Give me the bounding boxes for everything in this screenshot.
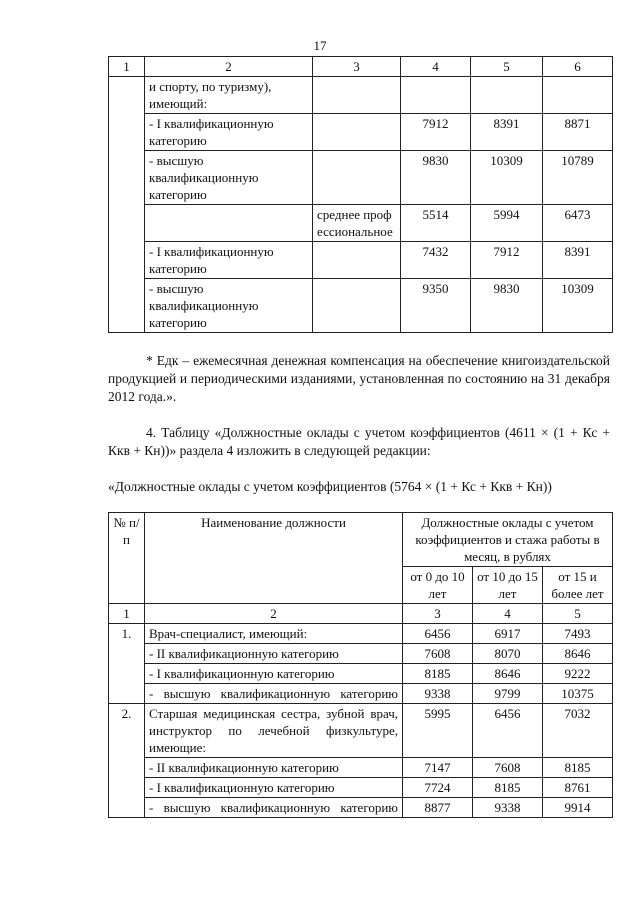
salary-cell: 6917 [473, 624, 543, 644]
column-index: 2 [145, 57, 313, 77]
salary-cell: 9350 [401, 279, 471, 333]
column-index: 6 [543, 57, 613, 77]
salary-cell: 8646 [473, 664, 543, 684]
salary-cell: 5994 [471, 205, 543, 242]
salary-cell: 9222 [543, 664, 613, 684]
salary-cell: 8185 [473, 778, 543, 798]
table-row [109, 664, 613, 684]
table-index-row [109, 604, 613, 624]
salary-cell: 6456 [473, 704, 543, 758]
salary-cell: 7432 [401, 242, 471, 279]
column-index: 5 [471, 57, 543, 77]
table-row [109, 624, 613, 644]
salary-cell: 10375 [543, 684, 613, 704]
position-name [145, 205, 313, 242]
table-header-row [109, 57, 613, 77]
education-cell [313, 114, 401, 151]
salary-cell: 8646 [543, 644, 613, 664]
salary-cell: 9830 [471, 279, 543, 333]
row-number: 1. [109, 624, 145, 704]
salary-cell: 7032 [543, 704, 613, 758]
salary-cell: 6473 [543, 205, 613, 242]
table-row [109, 644, 613, 664]
salary-cell: 9799 [473, 684, 543, 704]
salary-cell: 8391 [543, 242, 613, 279]
table-row [109, 798, 613, 818]
salary-cell: 7493 [543, 624, 613, 644]
column-header-num: № п/п [109, 513, 145, 604]
position-name: - I квалификационную категорию [145, 242, 313, 279]
table-row [109, 205, 613, 242]
merged-num-cell [109, 77, 145, 333]
column-index: 4 [473, 604, 543, 624]
table-row [109, 684, 613, 704]
salary-cell: 8761 [543, 778, 613, 798]
education-cell: среднее профессиональное [313, 205, 401, 242]
table-header-row [109, 513, 613, 567]
position-name: Старшая медицинская сестра, зубной врач, инструктор по лечебной физкультуре, имеющие: [145, 704, 403, 758]
column-header-experience: от 10 до 15 лет [473, 567, 543, 604]
salary-cell: 5514 [401, 205, 471, 242]
table-row [109, 778, 613, 798]
column-header-group: Должностные оклады с учетом коэффициентов и стажа работы в месяц, в рублях [403, 513, 613, 567]
salary-cell [471, 77, 543, 114]
position-name: - II квалификационную категорию [145, 644, 403, 664]
salary-table [108, 512, 613, 818]
position-name: и спорту, по туризму), имеющий: [145, 77, 313, 114]
salary-cell [543, 77, 613, 114]
position-name: - высшую квалификационную категорию [145, 684, 403, 704]
salary-cell: 10309 [471, 151, 543, 205]
column-index: 1 [109, 604, 145, 624]
table-row [109, 758, 613, 778]
salary-cell: 8185 [543, 758, 613, 778]
education-cell [313, 279, 401, 333]
salary-cell: 8391 [471, 114, 543, 151]
column-index: 2 [145, 604, 403, 624]
position-name: - II квалификационную категорию [145, 758, 403, 778]
salary-cell: 7912 [401, 114, 471, 151]
column-header-experience: от 0 до 10 лет [403, 567, 473, 604]
education-cell [313, 151, 401, 205]
salary-cell: 7608 [473, 758, 543, 778]
column-index: 4 [401, 57, 471, 77]
salary-cell: 7724 [403, 778, 473, 798]
salary-cell: 8877 [403, 798, 473, 818]
salary-cell: 6456 [403, 624, 473, 644]
table2-title: «Должностные оклады с учетом коэффициентов (5764 × (1 + Кс + Ккв + Кн)) [108, 479, 552, 494]
column-header-name: Наименование должности [145, 513, 403, 604]
salary-cell: 5995 [403, 704, 473, 758]
position-name: - I квалификационную категорию [145, 778, 403, 798]
salary-cell: 9338 [403, 684, 473, 704]
position-name: - высшую квалификационную категорию [145, 798, 403, 818]
column-header-experience: от 15 и более лет [543, 567, 613, 604]
salary-cell [401, 77, 471, 114]
table-row [109, 151, 613, 205]
salary-cell: 10789 [543, 151, 613, 205]
table-row [109, 114, 613, 151]
footnote: * Едк – ежемесячная денежная компенсация на обеспечение книгоиздательской продукцией и периодическими изданиями, установленная по состоянию на 31 декабря 2012 года.». [108, 353, 610, 404]
salary-cell: 8070 [473, 644, 543, 664]
column-index: 3 [403, 604, 473, 624]
salary-cell: 9830 [401, 151, 471, 205]
table-row [109, 242, 613, 279]
position-name: - I квалификационную категорию [145, 114, 313, 151]
salary-cell: 9338 [473, 798, 543, 818]
position-name: - высшую квалификационную категорию [145, 151, 313, 205]
education-cell [313, 77, 401, 114]
table-row [109, 704, 613, 758]
page-number: 17 [313, 38, 327, 53]
salary-cell: 7147 [403, 758, 473, 778]
column-index: 1 [109, 57, 145, 77]
salary-table-continued [108, 56, 613, 333]
amendment-item-4: 4. Таблицу «Должностные оклады с учетом коэффициентов (4611 × (1 + Кс + Ккв + Кн))» раздела 4 изложить в следующей редакции: [108, 425, 610, 458]
salary-cell: 8185 [403, 664, 473, 684]
salary-cell: 9914 [543, 798, 613, 818]
position-name: - высшую квалификационную категорию [145, 279, 313, 333]
salary-cell: 7608 [403, 644, 473, 664]
salary-cell: 10309 [543, 279, 613, 333]
table-row [109, 279, 613, 333]
position-name: - I квалификационную категорию [145, 664, 403, 684]
table-row [109, 77, 613, 114]
column-index: 5 [543, 604, 613, 624]
salary-cell: 7912 [471, 242, 543, 279]
row-number: 2. [109, 704, 145, 818]
salary-cell: 8871 [543, 114, 613, 151]
education-cell [313, 242, 401, 279]
position-name: Врач-специалист, имеющий: [145, 624, 403, 644]
column-index: 3 [313, 57, 401, 77]
